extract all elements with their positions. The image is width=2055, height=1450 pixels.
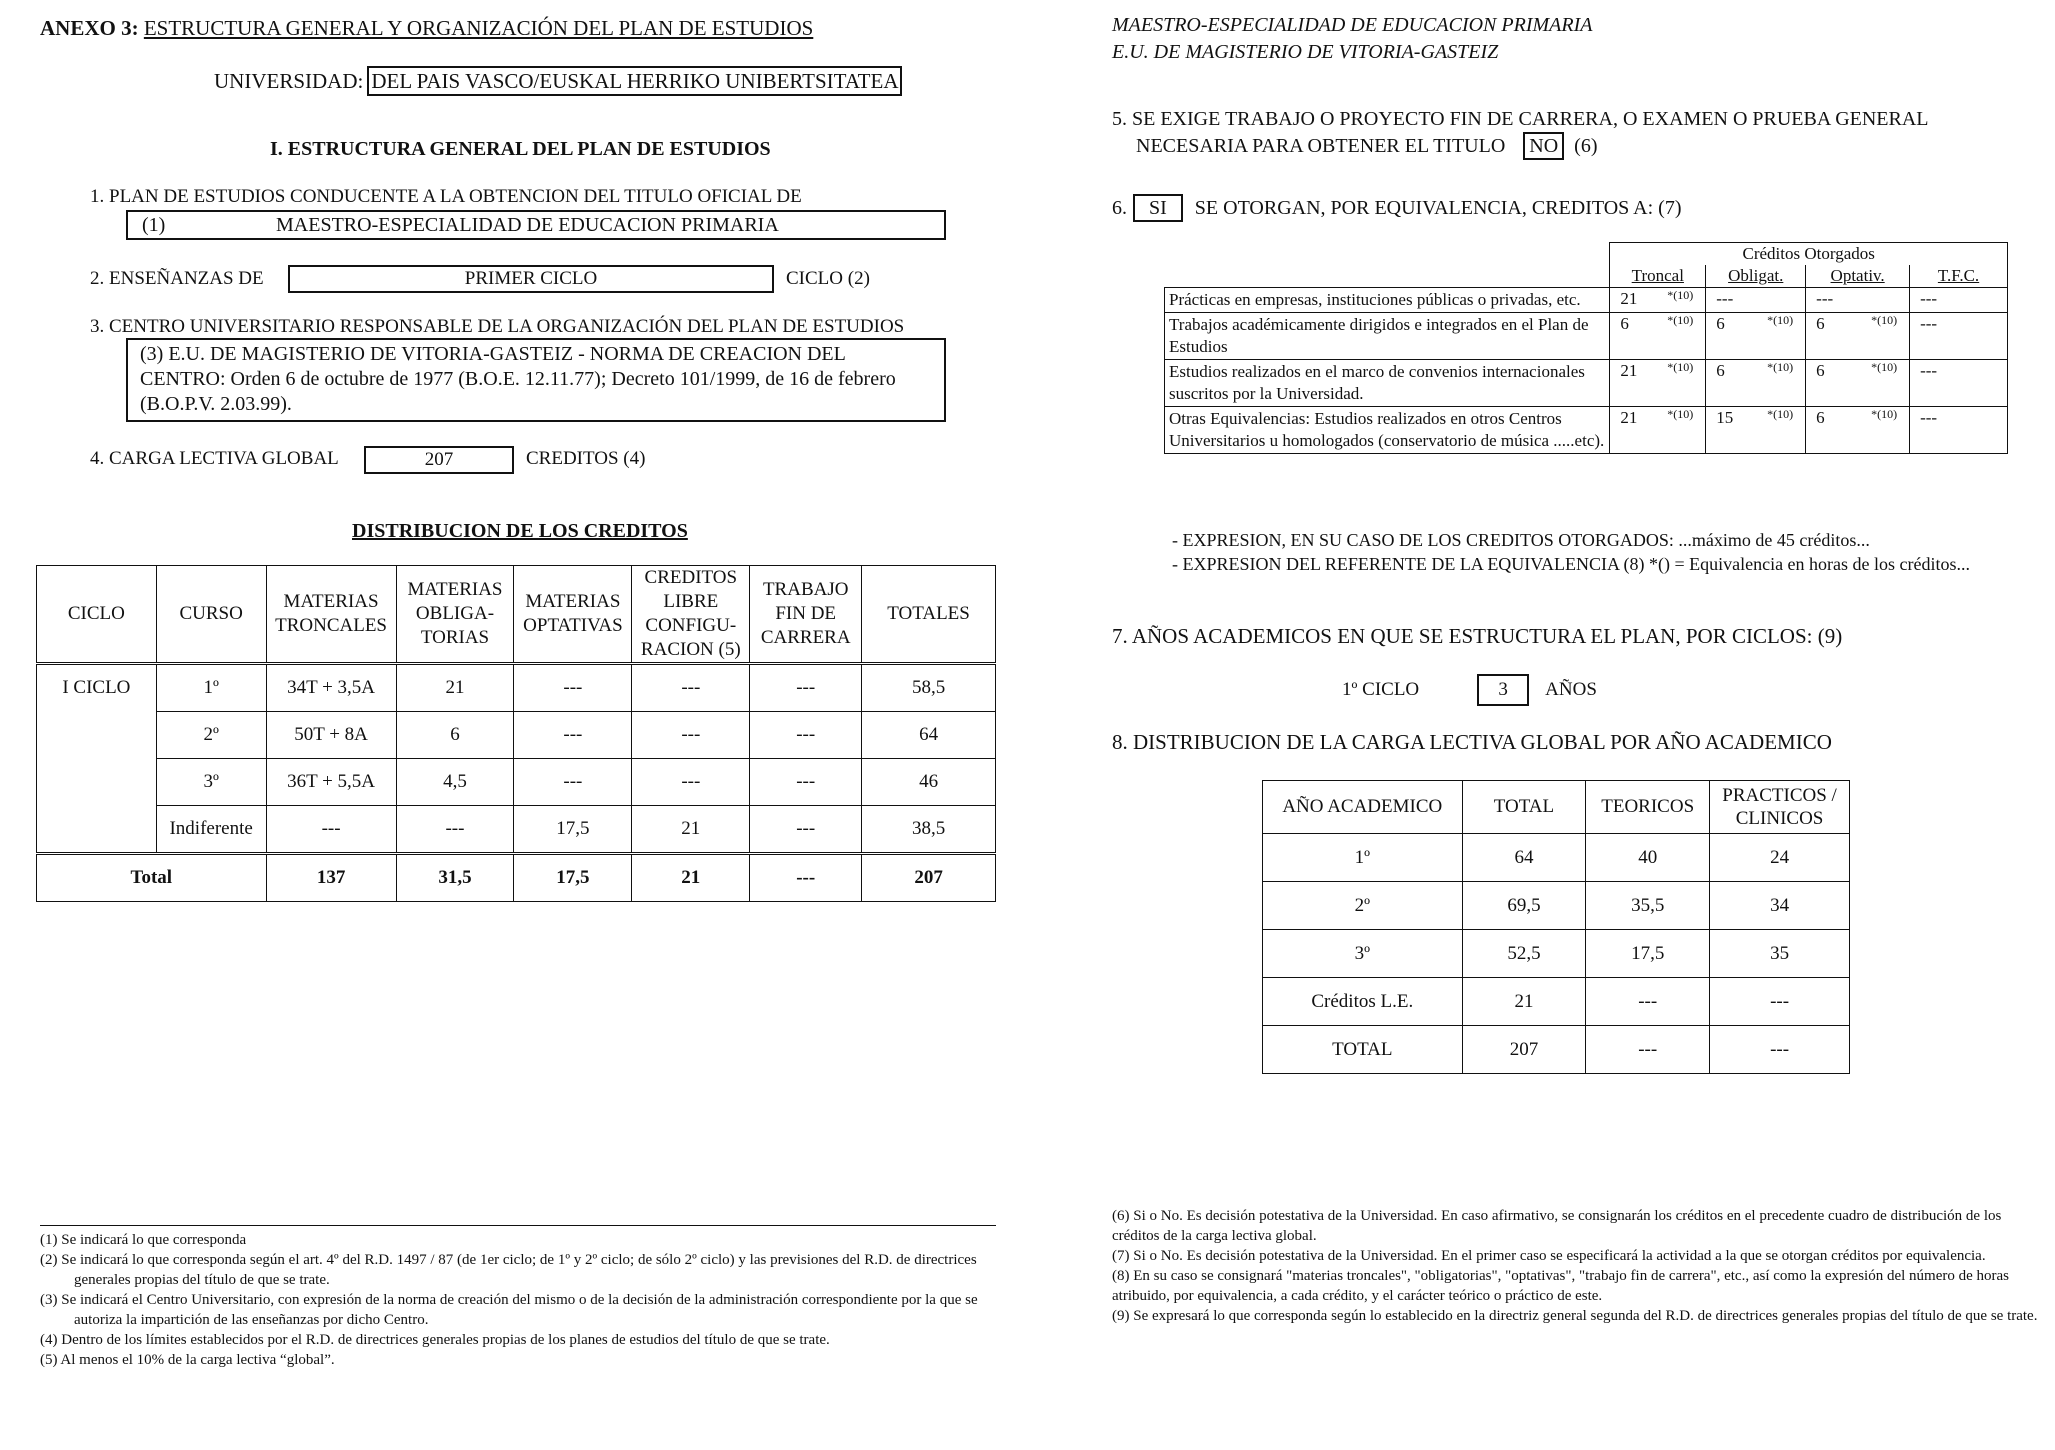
eq-cell [1910, 407, 2008, 454]
item7-suffix: AÑOS [1545, 679, 1597, 700]
ac-cell: 3º [1263, 930, 1463, 978]
item5-value: NO [1523, 132, 1564, 160]
ac-header: TEORICOS [1586, 781, 1710, 834]
eq-cell [1910, 360, 2008, 407]
table-row [1165, 407, 2008, 454]
item2-value: PRIMER CICLO [288, 265, 774, 293]
table-row [1263, 1026, 1850, 1074]
eq-cell [1610, 313, 1706, 360]
table-row [1165, 288, 2008, 313]
cell: 21 [632, 806, 750, 854]
section-title: I. ESTRUCTURA GENERAL DEL PLAN DE ESTUDIOS [270, 138, 771, 160]
eq-row-label: Estudios realizados en el marco de convenios internacionales suscritos por la Universidad. [1165, 360, 1610, 407]
ac-header: TOTAL [1462, 781, 1586, 834]
total-row [37, 854, 996, 902]
eq-group-row [1165, 243, 2008, 266]
dist-header: CICLO [37, 566, 157, 664]
cell: --- [266, 806, 396, 854]
eq-cell [1806, 407, 1910, 454]
item1-value: MAESTRO-ESPECIALIDAD DE EDUCACION PRIMARIA [276, 214, 779, 236]
table-row [1263, 834, 1850, 882]
eq-value: --- [1816, 289, 1834, 308]
footnote: (2) Se indicará lo que corresponda según el art. 4º del R.D. 1497 / 87 (de 1er ciclo; de 1º y 2º ciclo; de sólo 2º ciclo) y las previsiones del R.D. de directrices generales propias del título de que se trate. [40, 1252, 977, 1288]
right-footnotes [1112, 1206, 2042, 1326]
eq-value: --- [1920, 289, 1938, 308]
item4-label: 4. CARGA LECTIVA GLOBAL [90, 448, 339, 469]
eq-mark: *(10) [1667, 360, 1694, 374]
ac-cell: 40 [1586, 834, 1710, 882]
cell: 34T + 3,5A [266, 664, 396, 712]
cell: --- [750, 759, 862, 806]
item3-value: (3) E.U. DE MAGISTERIO DE VITORIA-GASTEIZ - NORMA DE CREACION DEL CENTRO: Orden 6 de octubre de 1977 (B.O.E. 12.11.77); Decreto 101/1999, de 16 de febrero (B.O.P.V. 2.03.99). [126, 338, 946, 422]
ac-cell: 69,5 [1462, 882, 1586, 930]
footnote: (9) Se expresará lo que corresponda según lo establecido en la directriz general segunda del R.D. de directrices generales propias del título de que se trate. [1112, 1308, 2038, 1324]
item5-line1: 5. SE EXIGE TRABAJO O PROYECTO FIN DE CARRERA, O EXAMEN O PRUEBA GENERAL [1112, 108, 1929, 130]
right-header [1112, 12, 1592, 66]
eq-row-label: Trabajos académicamente dirigidos e integrados en el Plan de Estudios [1165, 313, 1610, 360]
ac-cell: --- [1586, 978, 1710, 1026]
spacer [1165, 243, 1610, 266]
cell: --- [632, 712, 750, 759]
annex-title: ESTRUCTURA GENERAL Y ORGANIZACIÓN DEL PLAN DE ESTUDIOS [143, 16, 814, 40]
dist-header: TRABAJO FIN DE CARRERA [750, 566, 862, 664]
item7-text: 7. AÑOS ACADEMICOS EN QUE SE ESTRUCTURA EL PLAN, POR CICLOS: (9) [1112, 624, 1843, 648]
eq-header: Troncal [1610, 265, 1706, 288]
eq-mark: *(10) [1871, 360, 1898, 374]
footnote: (3) Se indicará el Centro Universitario, con expresión de la norma de creación del mismo o de la decisión de la administración correspondiente por la que se autoriza la impartición de las enseñanzas por dicho Centro. [40, 1292, 978, 1328]
dist-header: MATERIAS OBLIGA- TORIAS [396, 566, 514, 664]
eq-mark: *(10) [1871, 313, 1898, 327]
eq-mark: *(10) [1667, 313, 1694, 327]
header-line2: E.U. DE MAGISTERIO DE VITORIA-GASTEIZ [1112, 41, 1499, 63]
item6-value: SI [1133, 194, 1183, 222]
dist-header: CREDITOS LIBRE CONFIGU- RACION (5) [632, 566, 750, 664]
eq-header: Optativ. [1806, 265, 1910, 288]
cell: 64 [862, 712, 996, 759]
eq-value: 15 [1716, 408, 1734, 427]
item1-ref: (1) [142, 214, 166, 236]
cell: --- [750, 712, 862, 759]
cell: 17,5 [514, 854, 632, 902]
eq-mark: *(10) [1767, 360, 1794, 374]
ac-cell: --- [1586, 1026, 1710, 1074]
eq-value: 6 [1716, 314, 1725, 333]
cell: 46 [862, 759, 996, 806]
cell: --- [514, 664, 632, 712]
eq-value: 6 [1816, 361, 1825, 380]
cell: 17,5 [514, 806, 632, 854]
footnote: (7) Si o No. Es decisión potestativa de la Universidad. En el primer caso se especificará la actividad a la que se otorgan créditos por equivalencia. [1112, 1248, 1986, 1264]
eq-cell [1706, 313, 1806, 360]
dist-title: DISTRIBUCION DE LOS CREDITOS [352, 520, 688, 542]
eq-value: 6 [1716, 361, 1725, 380]
cell: 21 [632, 854, 750, 902]
cell: 38,5 [862, 806, 996, 854]
eq-value: 6 [1816, 314, 1825, 333]
item7-line [1342, 674, 1597, 706]
equivalence-table [1164, 242, 2008, 454]
table-row [37, 712, 996, 759]
eq-header: T.F.C. [1910, 265, 2008, 288]
table-row [1263, 978, 1850, 1026]
ac-cell: 1º [1263, 834, 1463, 882]
cell: 31,5 [396, 854, 514, 902]
university-label: UNIVERSIDAD: [214, 68, 364, 93]
item5-suffix: (6) [1574, 134, 1598, 157]
cell: --- [632, 759, 750, 806]
item1-label: 1. PLAN DE ESTUDIOS CONDUCENTE A LA OBTENCION DEL TITULO OFICIAL DE [90, 186, 802, 207]
cell: 3º [156, 759, 266, 806]
dist-header-row [37, 566, 996, 664]
cell: --- [396, 806, 514, 854]
footnote: (1) Se indicará lo que corresponda [40, 1232, 247, 1248]
ac-cell: 35 [1710, 930, 1850, 978]
eq-row-label: Prácticas en empresas, instituciones públicas o privadas, etc. [1165, 288, 1610, 313]
dist-header: MATERIAS OPTATIVAS [514, 566, 632, 664]
eq-cell [1610, 288, 1706, 313]
item4-value: 207 [364, 446, 514, 474]
ac-cell: 17,5 [1586, 930, 1710, 978]
ac-cell: 34 [1710, 882, 1850, 930]
item7-value: 3 [1477, 674, 1529, 706]
table-row [1263, 882, 1850, 930]
expr1: - EXPRESION, EN SU CASO DE LOS CREDITOS OTORGADOS: ...máximo de 45 créditos... [1172, 530, 1870, 550]
university-value: DEL PAIS VASCO/EUSKAL HERRIKO UNIBERTSITATEA [367, 66, 902, 96]
eq-value: 6 [1620, 314, 1629, 333]
ac-cell: --- [1710, 978, 1850, 1026]
eq-body [1165, 288, 2008, 454]
eq-mark: *(10) [1871, 407, 1898, 421]
dist-header: TOTALES [862, 566, 996, 664]
cell: --- [750, 806, 862, 854]
eq-value: --- [1920, 408, 1938, 427]
ac-cell: TOTAL [1263, 1026, 1463, 1074]
table-row [37, 806, 996, 854]
eq-cell [1610, 407, 1706, 454]
ac-header-row [1263, 781, 1850, 834]
ac-header: AÑO ACADEMICO [1263, 781, 1463, 834]
cell: 137 [266, 854, 396, 902]
cell: --- [750, 664, 862, 712]
header-line1: MAESTRO-ESPECIALIDAD DE EDUCACION PRIMARIA [1112, 14, 1593, 36]
eq-mark: *(10) [1667, 407, 1694, 421]
eq-value: 6 [1816, 408, 1825, 427]
cell: 6 [396, 712, 514, 759]
cell: 21 [396, 664, 514, 712]
footnote: (6) Si o No. Es decisión potestativa de la Universidad. En caso afirmativo, se consignarán los créditos en el precedente cuadro de distribución de los créditos de la carga lectiva global. [1112, 1208, 2002, 1244]
table-row [1165, 360, 2008, 407]
academic-load-table [1262, 780, 1850, 1074]
left-footnotes [40, 1230, 996, 1370]
expr2: - EXPRESION DEL REFERENTE DE LA EQUIVALENCIA (8) *() = Equivalencia en horas de los créditos... [1172, 554, 1971, 574]
eq-cell [1806, 313, 1910, 360]
item7-ciclo: 1º CICLO [1342, 679, 1420, 700]
item6-num: 6. [1112, 196, 1127, 219]
table-row [37, 664, 996, 712]
ac-cell: 52,5 [1462, 930, 1586, 978]
dist-header: CURSO [156, 566, 266, 664]
item2-label: 2. ENSEÑANZAS DE [90, 268, 264, 289]
table-row [1263, 930, 1850, 978]
item2-suffix: CICLO (2) [786, 268, 870, 289]
ac-cell: 24 [1710, 834, 1850, 882]
eq-value: 21 [1620, 289, 1638, 308]
dist-header: MATERIAS TRONCALES [266, 566, 396, 664]
cell: --- [514, 759, 632, 806]
eq-mark: *(10) [1767, 407, 1794, 421]
cell: 4,5 [396, 759, 514, 806]
item1-box [126, 210, 946, 240]
cell: 207 [862, 854, 996, 902]
ac-cell: 21 [1462, 978, 1586, 1026]
table-row [37, 759, 996, 806]
cell: Indiferente [156, 806, 266, 854]
footnote: (5) Al menos el 10% de la carga lectiva “global”. [40, 1352, 335, 1368]
eq-cell [1910, 288, 2008, 313]
cell: --- [750, 854, 862, 902]
eq-mark: *(10) [1767, 313, 1794, 327]
eq-cell [1610, 360, 1706, 407]
eq-value: --- [1920, 361, 1938, 380]
eq-cell [1706, 288, 1806, 313]
ac-header: PRACTICOS / CLINICOS [1710, 781, 1850, 834]
eq-cell [1910, 313, 2008, 360]
item6-text: SE OTORGAN, POR EQUIVALENCIA, CREDITOS A: (7) [1194, 196, 1682, 219]
item8-text: 8. DISTRIBUCION DE LA CARGA LECTIVA GLOBAL POR AÑO ACADEMICO [1112, 730, 1832, 754]
eq-value: 21 [1620, 408, 1638, 427]
left-footnote-rule [40, 1225, 996, 1226]
eq-group-header: Créditos Otorgados [1610, 243, 2008, 266]
ac-cell: Créditos L.E. [1263, 978, 1463, 1026]
eq-row-label: Otras Equivalencias: Estudios realizados en otros Centros Universitarios u homologados (conservatorio de música .....etc). [1165, 407, 1610, 454]
footnote: (4) Dentro de los límites establecidos por el R.D. de directrices generales propias de los planes de estudios del título de que se trate. [40, 1332, 830, 1348]
cell: 58,5 [862, 664, 996, 712]
eq-cell [1806, 288, 1910, 313]
cell: 2º [156, 712, 266, 759]
cell: 50T + 8A [266, 712, 396, 759]
ac-cell: --- [1710, 1026, 1850, 1074]
eq-value: 21 [1620, 361, 1638, 380]
ac-cell: 207 [1462, 1026, 1586, 1074]
footnote: (8) En su caso se consignará "materias troncales", "obligatorias", "optativas", "trabajo fin de carrera", etc., así como la expresión del número de horas atribuido, por equivalencia, a cada crédito, y el carácter teórico o práctico de este. [1112, 1268, 2010, 1304]
spacer [1165, 265, 1610, 288]
eq-value: --- [1716, 289, 1734, 308]
university-line [214, 66, 902, 96]
item5-text: NECESARIA PARA OBTENER EL TITULO [1136, 134, 1506, 157]
eq-mark: *(10) [1667, 288, 1694, 302]
eq-cell [1706, 407, 1806, 454]
ac-body [1263, 834, 1850, 1074]
annex-heading: ANEXO 3: ESTRUCTURA GENERAL Y ORGANIZACIÓN DEL PLAN DE ESTUDIOS [40, 16, 814, 40]
table-row [1165, 313, 2008, 360]
dist-ciclo: I CICLO [37, 664, 157, 854]
cell: --- [632, 664, 750, 712]
eq-cell [1806, 360, 1910, 407]
ac-cell: 2º [1263, 882, 1463, 930]
cell: 1º [156, 664, 266, 712]
item6-line [1112, 194, 1682, 222]
eq-header-row [1165, 265, 2008, 288]
annex-label: ANEXO 3 [40, 16, 132, 40]
item4-suffix: CREDITOS (4) [526, 448, 646, 469]
ac-cell: 64 [1462, 834, 1586, 882]
distribution-table [36, 565, 996, 902]
eq-cell [1706, 360, 1806, 407]
eq-header: Obligat. [1706, 265, 1806, 288]
total-label: Total [37, 854, 267, 902]
item5-line2 [1136, 132, 1598, 160]
item3-label: 3. CENTRO UNIVERSITARIO RESPONSABLE DE LA ORGANIZACIÓN DEL PLAN DE ESTUDIOS [90, 316, 905, 337]
eq-value: --- [1920, 314, 1938, 333]
ac-cell: 35,5 [1586, 882, 1710, 930]
cell: 36T + 5,5A [266, 759, 396, 806]
cell: --- [514, 712, 632, 759]
